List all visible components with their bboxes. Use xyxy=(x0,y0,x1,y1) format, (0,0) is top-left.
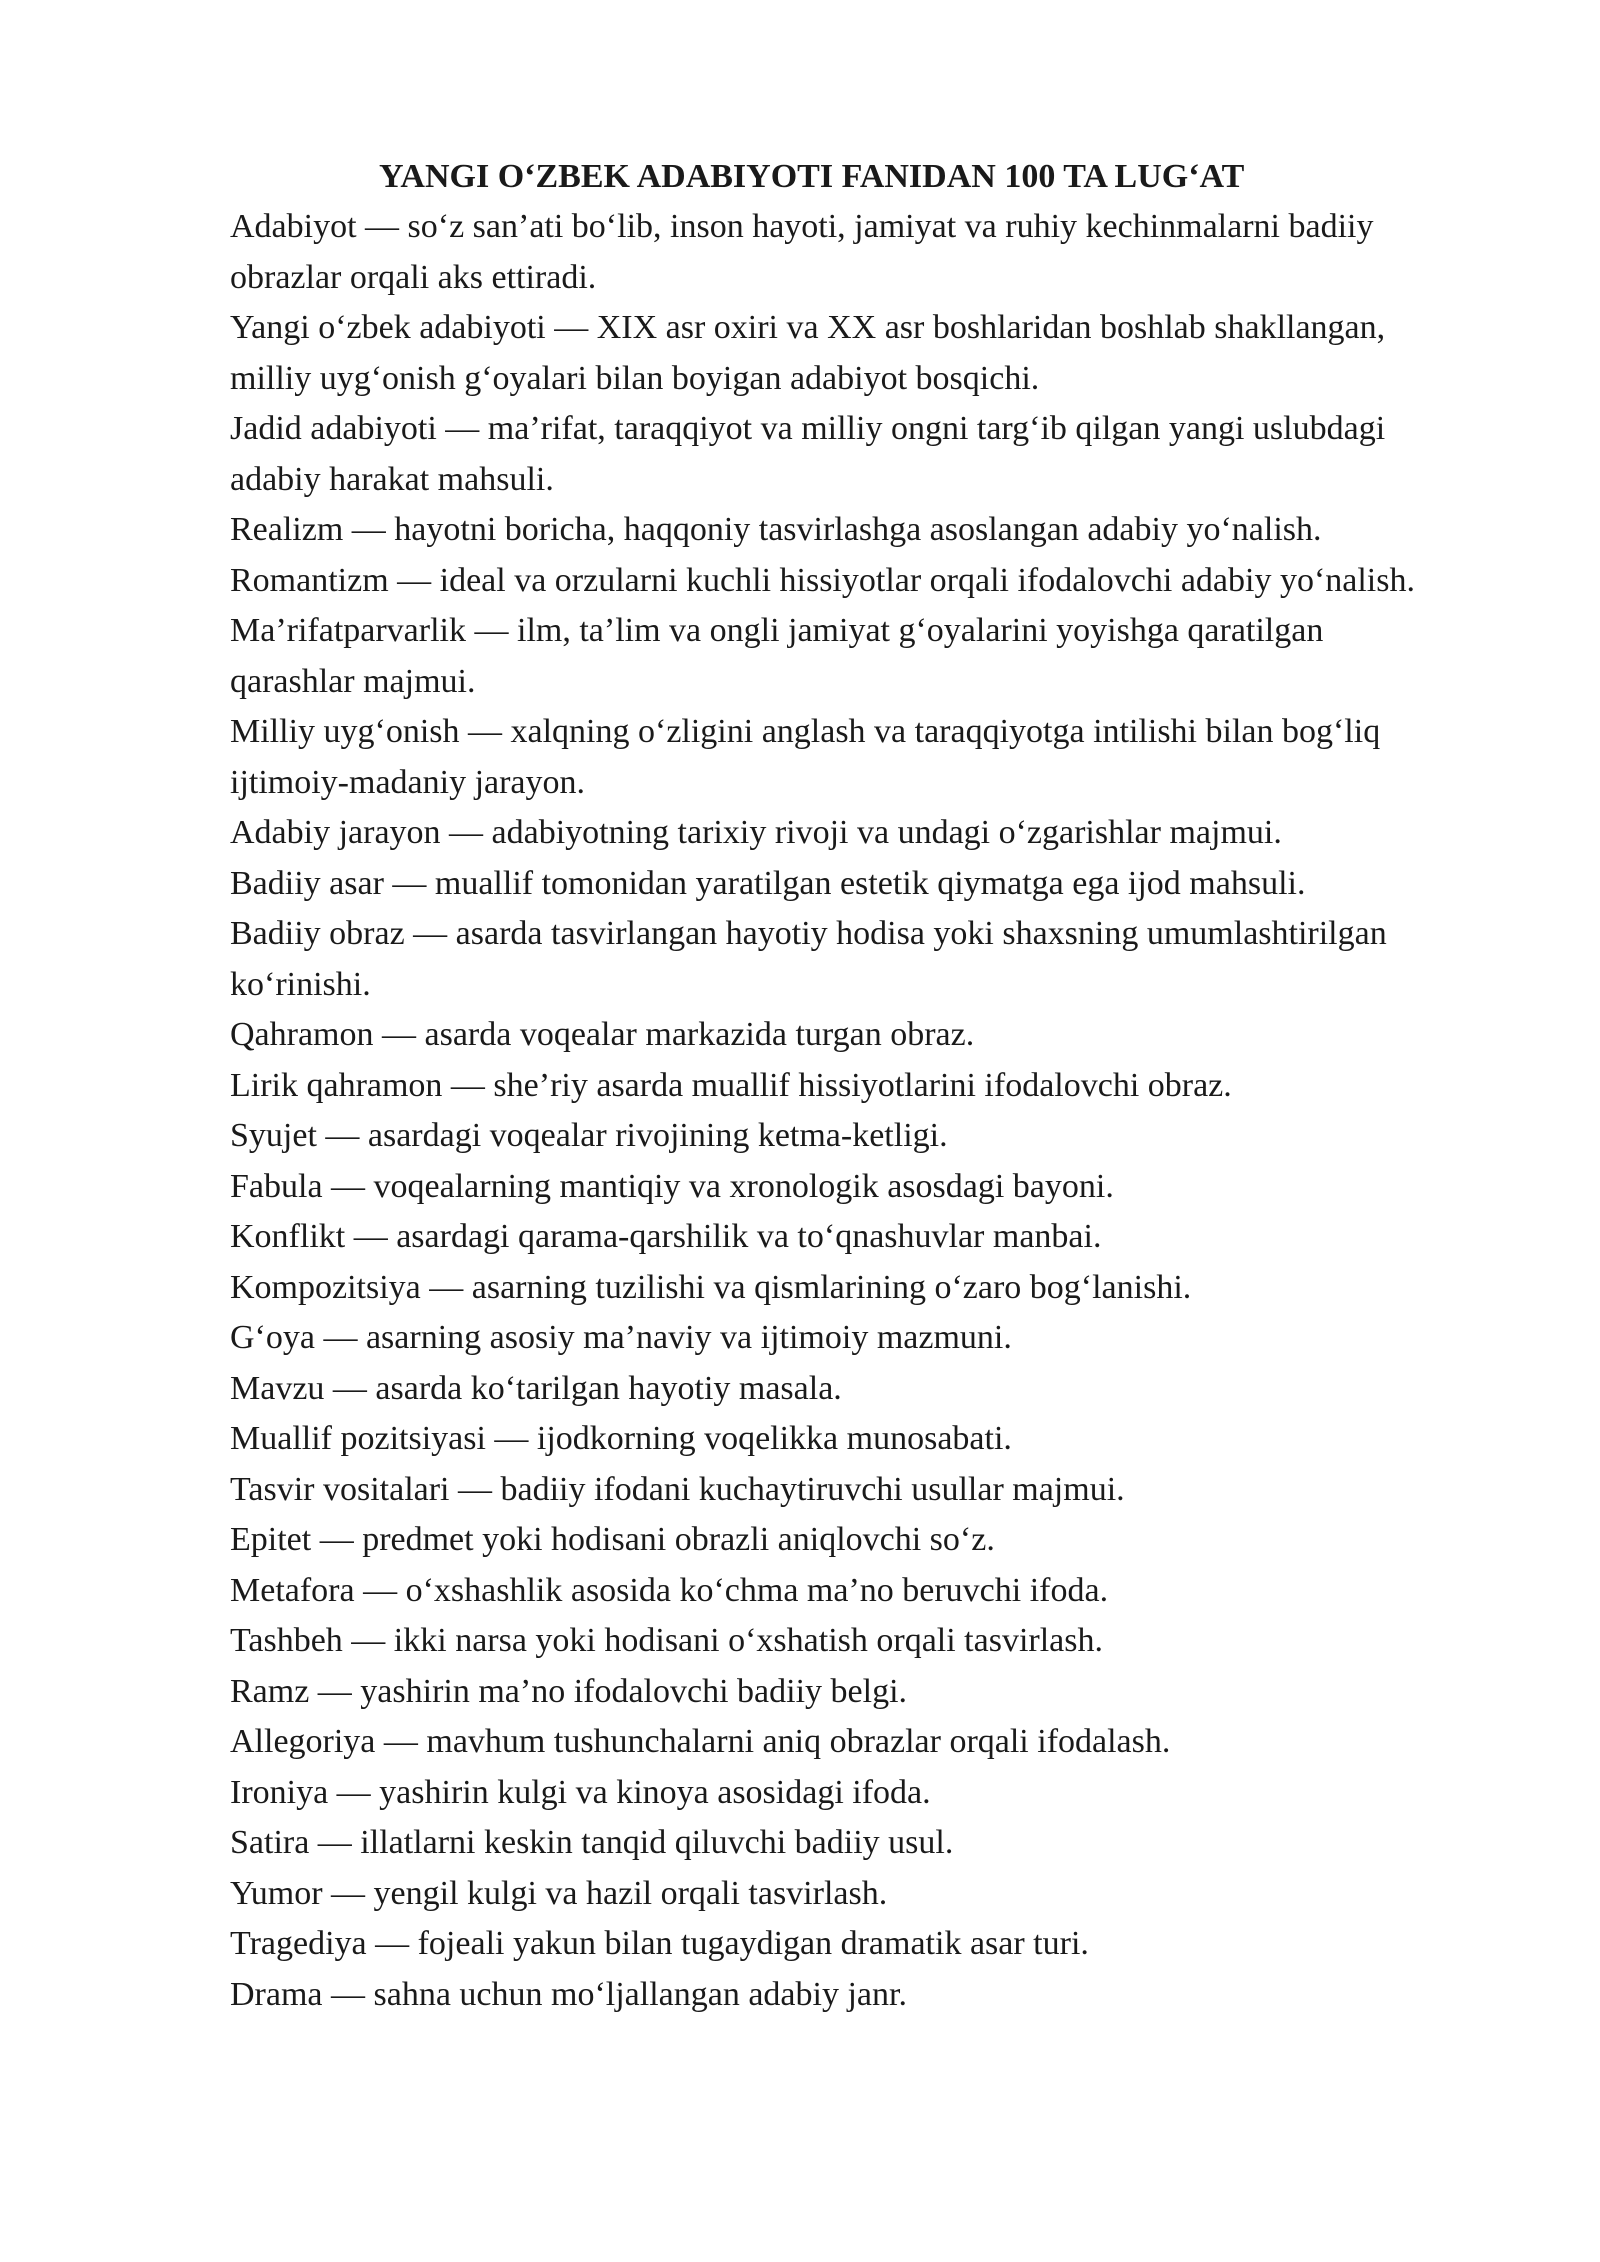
glossary-entry: Milliy uyg‘onish — xalqning o‘zligini anglash va taraqqiyotga intilishi bilan bog‘liq ijtimoiy-madaniy jarayon. xyxy=(230,713,1381,801)
glossary-entry: Drama — sahna uchun mo‘ljallangan adabiy janr. xyxy=(230,1975,907,2013)
glossary-list xyxy=(230,202,1460,2020)
document-page xyxy=(230,152,1460,2020)
glossary-entry: Qahramon — asarda voqealar markazida turgan obraz. xyxy=(230,1016,975,1053)
glossary-entry: Realizm — hayotni boricha, haqqoniy tasvirlashga asoslangan adabiy yo‘nalish. xyxy=(230,511,1322,548)
glossary-entry: Muallif pozitsiyasi — ijodkorning voqelikka munosabati. xyxy=(230,1420,1012,1457)
glossary-entry: Tashbeh — ikki narsa yoki hodisani o‘xshatish orqali tasvirlash. xyxy=(230,1622,1103,1659)
glossary-entry: Metafora — o‘xshashlik asosida ko‘chma ma’no beruvchi ifoda. xyxy=(230,1571,1109,1609)
glossary-entry: Yumor — yengil kulgi va hazil orqali tasvirlash. xyxy=(230,1874,888,1912)
glossary-entry: Allegoriya — mavhum tushunchalarni aniq obrazlar orqali ifodalash. xyxy=(230,1723,1171,1760)
glossary-entry: Ramz — yashirin ma’no ifodalovchi badiiy belgi. xyxy=(230,1672,908,1710)
glossary-entry: Tragediya — fojeali yakun bilan tugaydigan dramatik asar turi. xyxy=(230,1925,1089,1962)
glossary-entry: Tasvir vositalari — badiiy ifodani kuchaytiruvchi usullar majmui. xyxy=(230,1470,1125,1508)
glossary-entry: Badiiy asar — muallif tomonidan yaratilgan estetik qiymatga ega ijod mahsuli. xyxy=(230,864,1306,902)
document-title: YANGI O‘ZBEK ADABIYOTI FANIDAN 100 TA LUG‘AT xyxy=(379,158,1245,195)
glossary-entry: Romantizm — ideal va orzularni kuchli hissiyotlar orqali ifodalovchi adabiy yo‘nalish. xyxy=(230,561,1415,599)
glossary-entry: Fabula — voqealarning mantiqiy va xronologik asosdagi bayoni. xyxy=(230,1167,1114,1205)
glossary-entry: Epitet — predmet yoki hodisani obrazli aniqlovchi so‘z. xyxy=(230,1521,995,1558)
glossary-entry: Mavzu — asarda ko‘tarilgan hayotiy masala. xyxy=(230,1369,842,1407)
glossary-entry: Adabiyot — so‘z san’ati bo‘lib, inson hayoti, jamiyat va ruhiy kechinmalarni badiiy obrazlar orqali aks ettiradi. xyxy=(230,208,1374,296)
glossary-entry: Konflikt — asardagi qarama-qarshilik va to‘qnashuvlar manbai. xyxy=(230,1218,1102,1255)
glossary-entry: Ironiya — yashirin kulgi va kinoya asosidagi ifoda. xyxy=(230,1773,931,1811)
glossary-entry: Kompozitsiya — asarning tuzilishi va qismlarining o‘zaro bog‘lanishi. xyxy=(230,1268,1192,1306)
glossary-entry: Badiiy obraz — asarda tasvirlangan hayotiy hodisa yoki shaxsning umumlashtirilgan ko‘rinishi. xyxy=(230,915,1387,1003)
glossary-entry: Satira — illatlarni keskin tanqid qiluvchi badiiy usul. xyxy=(230,1824,954,1861)
glossary-entry: Ma’rifatparvarlik — ilm, ta’lim va ongli jamiyat g‘oyalarini yoyishga qaratilgan qarashlar majmui. xyxy=(230,612,1324,700)
glossary-entry: Lirik qahramon — she’riy asarda muallif hissiyotlarini ifodalovchi obraz. xyxy=(230,1066,1232,1104)
glossary-entry: Jadid adabiyoti — ma’rifat, taraqqiyot va milliy ongni targ‘ib qilgan yangi uslubdagi adabiy harakat mahsuli. xyxy=(230,410,1386,498)
glossary-entry: Yangi o‘zbek adabiyoti — XIX asr oxiri va XX asr boshlaridan boshlab shakllangan, milliy uyg‘onish g‘oyalari bilan boyigan adabiyot bosqichi. xyxy=(230,309,1386,397)
glossary-entry: Syujet — asardagi voqealar rivojining ketma-ketligi. xyxy=(230,1117,948,1154)
glossary-entry: Adabiy jarayon — adabiyotning tarixiy rivoji va undagi o‘zgarishlar majmui. xyxy=(230,814,1282,851)
glossary-entry: G‘oya — asarning asosiy ma’naviy va ijtimoiy mazmuni. xyxy=(230,1319,1012,1356)
